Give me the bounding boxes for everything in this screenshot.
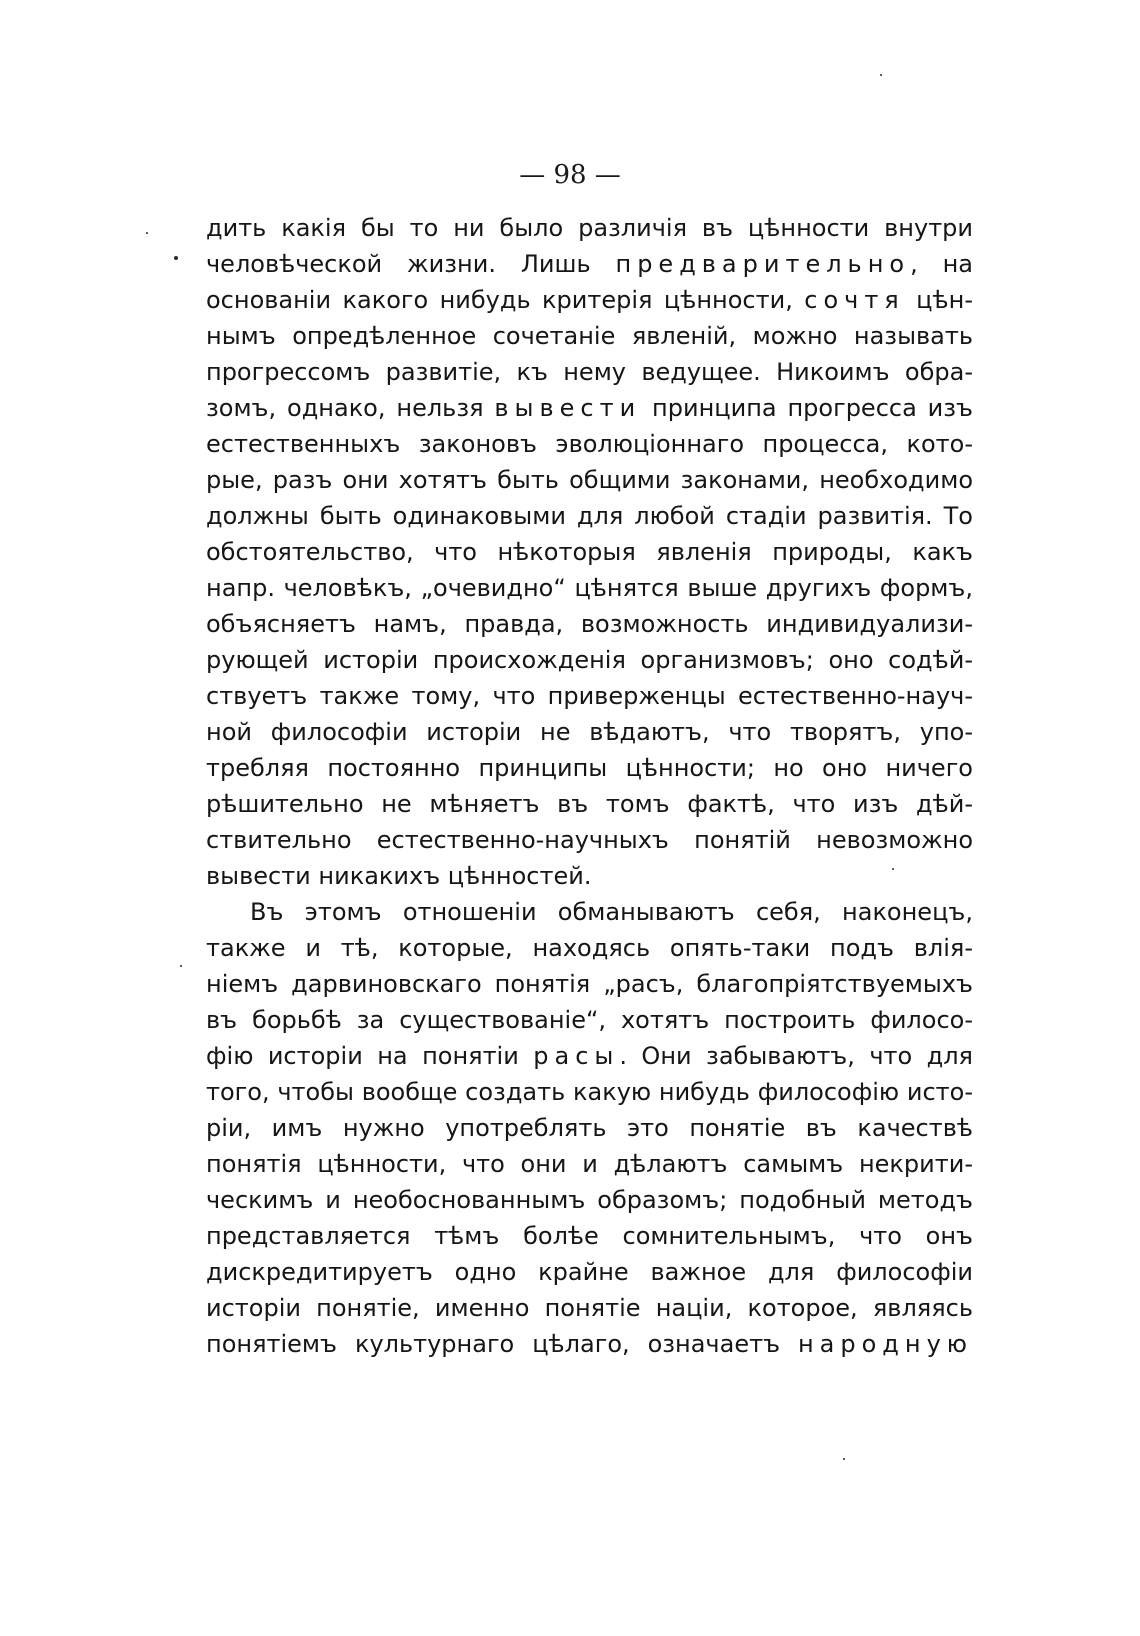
text-line: ріи, имъ нужно употреблять это понятіе въ качествѣ <box>206 1114 973 1142</box>
text-line: представляется тѣмъ болѣе сомнительнымъ, что онъ <box>206 1222 973 1250</box>
text-line: ніемъ дарвиновскаго понятія „расъ, благопріятствуемыхъ <box>206 970 973 998</box>
scan-speck <box>892 868 894 870</box>
text-line: нымъ опредѣленное сочетаніе явленій, можно называть <box>206 322 973 350</box>
text-line: понятія цѣнности, что они и дѣлаютъ самымъ некрити- <box>206 1150 973 1178</box>
text-line: въ борьбѣ за существованіе“, хотятъ построить филосо- <box>206 1006 973 1034</box>
text-line: дить какія бы то ни было различія въ цѣнности внутри <box>206 214 973 242</box>
text-line: фію исторіи на понятіи расы. Они забываютъ, что для <box>206 1042 973 1070</box>
text-line: ческимъ и необоснованнымъ образомъ; подобный методъ <box>206 1186 973 1214</box>
body-text <box>206 210 973 1362</box>
text-line: вывести никакихъ цѣнностей. <box>206 862 592 890</box>
scan-speck <box>180 965 182 967</box>
emphasis-spaced: сочтя <box>804 286 905 314</box>
text-line: исторіи понятіе, именно понятіе націи, которое, являясь <box>206 1294 973 1322</box>
text-line: человѣческой жизни. Лишь предварительно, на <box>206 250 973 278</box>
scan-speck <box>843 1458 845 1460</box>
text-line: ной философіи исторіи не вѣдаютъ, что творятъ, упо- <box>206 718 973 746</box>
text-line: зомъ, однако, нельзя вывести принципа прогресса изъ <box>206 394 973 422</box>
text-line: требляя постоянно принципы цѣнности; но оно ничего <box>206 754 973 782</box>
emphasis-spaced: народную <box>797 1330 973 1358</box>
text-line: рѣшительно не мѣняетъ въ томъ фактѣ, что изъ дѣй- <box>206 790 973 818</box>
emphasis-spaced: вывести <box>494 394 642 422</box>
text-line: дискредитируетъ одно крайне важное для философіи <box>206 1258 973 1286</box>
scan-speck <box>146 232 148 234</box>
text-line: также и тѣ, которые, находясь опять-таки подъ влія- <box>206 934 973 962</box>
text-line: рые, разъ они хотятъ быть общими законами, необходимо <box>206 466 973 494</box>
text-line: того, чтобы вообще создать какую нибудь философію исто- <box>206 1078 973 1106</box>
text-line: объясняетъ намъ, правда, возможность индивидуализи- <box>206 610 973 638</box>
text-line: обстоятельство, что нѣкоторыя явленія природы, какъ <box>206 538 973 566</box>
emphasis-spaced: расы <box>533 1042 620 1070</box>
scan-speck <box>174 256 178 260</box>
text-line: естественныхъ законовъ эволюціоннаго процесса, кото- <box>206 430 973 458</box>
text-line: ствительно естественно-научныхъ понятій невозможно <box>206 826 973 854</box>
text-line: напр. человѣкъ, „очевидно“ цѣнятся выше другихъ формъ, <box>206 574 973 602</box>
text-line: понятіемъ культурнаго цѣлаго, означаетъ народную <box>206 1330 973 1358</box>
text-line: ствуетъ также тому, что приверженцы естественно-науч- <box>206 682 973 710</box>
text-line: основаніи какого нибудь критерія цѣнности, сочтя цѣн- <box>206 286 973 314</box>
scan-speck <box>880 74 882 76</box>
text-line: должны быть одинаковыми для любой стадіи развитія. То <box>206 502 973 530</box>
page-number: — 98 — <box>519 160 621 190</box>
text-line: Въ этомъ отношеніи обманываютъ себя, наконецъ, <box>250 898 973 926</box>
emphasis-spaced: предварительно <box>615 250 911 278</box>
text-line: рующей исторіи происхожденія организмовъ; оно содѣй- <box>206 646 973 674</box>
text-line: прогрессомъ развитіе, къ нему ведущее. Никоимъ обра- <box>206 358 973 386</box>
